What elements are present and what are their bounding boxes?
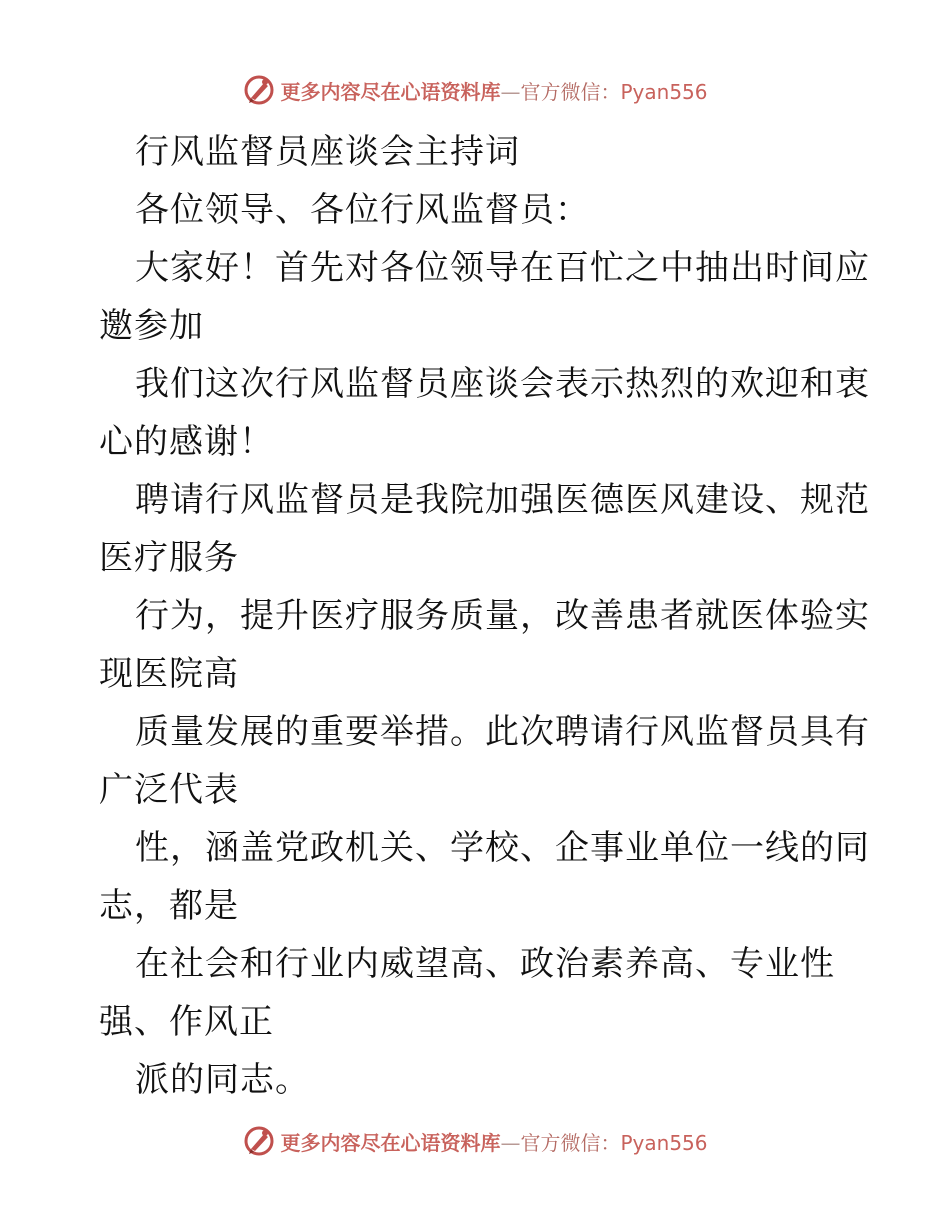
banner-text bbox=[280, 76, 707, 105]
banner-wechat-id: Pyan556 bbox=[620, 79, 708, 104]
document-body bbox=[99, 123, 870, 1109]
paragraph-line: 派的同志。 bbox=[135, 1060, 310, 1100]
pen-logo-icon bbox=[242, 73, 276, 107]
paragraph-line: 志，都是 bbox=[99, 886, 239, 926]
paragraph-line: 心的感谢！ bbox=[99, 422, 274, 462]
paragraph-line: 医疗服务 bbox=[99, 538, 239, 578]
pen-logo-icon bbox=[242, 1124, 276, 1158]
footer-banner bbox=[0, 1121, 950, 1161]
banner-dash: — bbox=[500, 1130, 521, 1155]
paragraph-line: 广泛代表 bbox=[99, 770, 239, 810]
paragraph-line: 强、作风正 bbox=[99, 1002, 274, 1042]
paragraph-line: 大家好！首先对各位领导在百忙之中抽出时间应 bbox=[135, 248, 870, 288]
banner-brand: 更多内容尽在心语资料库 bbox=[280, 79, 501, 104]
banner-brand: 更多内容尽在心语资料库 bbox=[280, 1130, 501, 1155]
paragraph-line: 邀参加 bbox=[99, 306, 204, 346]
paragraph-line: 性，涵盖党政机关、学校、企事业单位一线的同 bbox=[135, 828, 870, 868]
paragraph-line: 质量发展的重要举措。此次聘请行风监督员具有 bbox=[135, 712, 870, 752]
banner-text bbox=[280, 1127, 707, 1156]
banner-wechat-label: 官方微信： bbox=[520, 1130, 621, 1155]
banner-wechat-id: Pyan556 bbox=[620, 1130, 708, 1155]
salutation: 各位领导、各位行风监督员： bbox=[135, 190, 590, 230]
paragraph-line: 我们这次行风监督员座谈会表示热烈的欢迎和衷 bbox=[135, 364, 870, 404]
document-title: 行风监督员座谈会主持词 bbox=[135, 132, 520, 172]
paragraph-line: 现医院高 bbox=[99, 654, 239, 694]
paragraph-line: 聘请行风监督员是我院加强医德医风建设、规范 bbox=[135, 480, 870, 520]
paragraph-line: 行为，提升医疗服务质量，改善患者就医体验实 bbox=[135, 596, 870, 636]
banner-dash: — bbox=[500, 79, 521, 104]
header-banner bbox=[0, 70, 950, 110]
banner-wechat-label: 官方微信： bbox=[520, 79, 621, 104]
paragraph-line: 在社会和行业内威望高、政治素养高、专业性 bbox=[135, 944, 835, 984]
